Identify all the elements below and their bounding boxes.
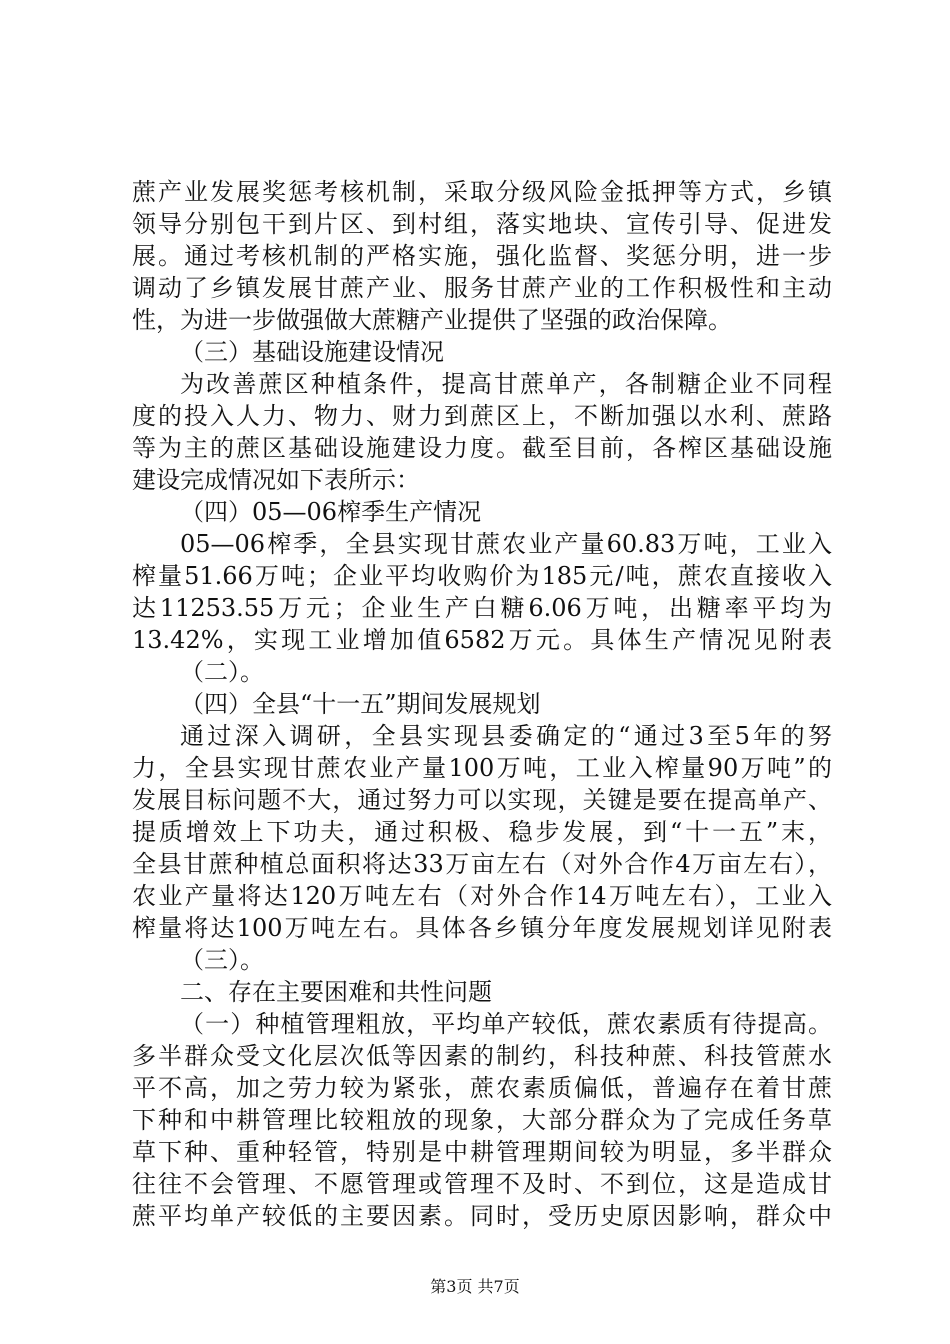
subsection-heading: （一）种植管理粗放，平均单产较低，蔗农素质有待提高。 bbox=[180, 1010, 832, 1038]
body-line: 提质增效上下功夫，通过积极、稳步发展，到“十一五”末， bbox=[132, 818, 832, 846]
body-line: 蔗平均单产较低的主要因素。同时，受历史原因影响，群众中 bbox=[132, 1202, 832, 1230]
body-line: 13.42%，实现工业增加值6582万元。具体生产情况见附表 bbox=[132, 626, 832, 654]
body-line: 平不高，加之劳力较为紧张，蔗农素质偏低，普遍存在着甘蔗 bbox=[132, 1074, 832, 1102]
body-line: 全县甘蔗种植总面积将达33万亩左右（对外合作4万亩左右）， bbox=[132, 850, 832, 878]
body-line: 等为主的蔗区基础设施建设力度。截至目前，各榨区基础设施 bbox=[132, 434, 832, 462]
body-line: 力，全县实现甘蔗农业产量100万吨，工业入榨量90万吨”的 bbox=[132, 754, 832, 782]
section-heading: 二、存在主要困难和共性问题 bbox=[180, 978, 492, 1006]
body-line: 建设完成情况如下表所示： bbox=[132, 466, 420, 494]
body-line: 往往不会管理、不愿管理或管理不及时、不到位，这是造成甘 bbox=[132, 1170, 832, 1198]
body-line: （二）。 bbox=[180, 658, 264, 686]
body-line: 农业产量将达120万吨左右（对外合作14万吨左右），工业入 bbox=[132, 882, 832, 910]
body-line: 榨量51.66万吨；企业平均收购价为185元/吨，蔗农直接收入 bbox=[132, 562, 832, 590]
body-line: 草下种、重种轻管，特别是中耕管理期间较为明显，多半群众 bbox=[132, 1138, 832, 1166]
body-line: 05—06榨季，全县实现甘蔗农业产量60.83万吨，工业入 bbox=[180, 530, 832, 558]
body-line: 达11253.55万元；企业生产白糖6.06万吨，出糖率平均为 bbox=[132, 594, 832, 622]
body-line: 展。通过考核机制的严格实施，强化监督、奖惩分明，进一步 bbox=[132, 242, 832, 270]
body-line: 调动了乡镇发展甘蔗产业、服务甘蔗产业的工作积极性和主动 bbox=[132, 274, 832, 302]
body-line: 下种和中耕管理比较粗放的现象，大部分群众为了完成任务草 bbox=[132, 1106, 832, 1134]
body-line: 榨量将达100万吨左右。具体各乡镇分年度发展规划详见附表 bbox=[132, 914, 832, 942]
body-line: 蔗产业发展奖惩考核机制，采取分级风险金抵押等方式，乡镇 bbox=[132, 178, 832, 206]
body-line: 通过深入调研，全县实现县委确定的“通过3至5年的努 bbox=[180, 722, 832, 750]
body-line: 性，为进一步做强做大蔗糖产业提供了坚强的政治保障。 bbox=[132, 306, 732, 334]
section-heading: （四）全县“十一五”期间发展规划 bbox=[180, 690, 541, 718]
body-line: 度的投入人力、物力、财力到蔗区上，不断加强以水利、蔗路 bbox=[132, 402, 832, 430]
body-line: （三）。 bbox=[180, 946, 264, 974]
section-heading: （三）基础设施建设情况 bbox=[180, 338, 444, 366]
section-heading: （四）05—06榨季生产情况 bbox=[180, 498, 482, 526]
page-footer: 第3页 共7页 bbox=[430, 1277, 520, 1296]
body-line: 为改善蔗区种植条件，提高甘蔗单产，各制糖企业不同程 bbox=[180, 370, 832, 398]
body-line: 多半群众受文化层次低等因素的制约，科技种蔗、科技管蔗水 bbox=[132, 1042, 832, 1070]
body-line: 领导分别包干到片区、到村组，落实地块、宣传引导、促进发 bbox=[132, 210, 832, 238]
body-line: 发展目标问题不大，通过努力可以实现，关键是要在提高单产、 bbox=[132, 786, 832, 814]
